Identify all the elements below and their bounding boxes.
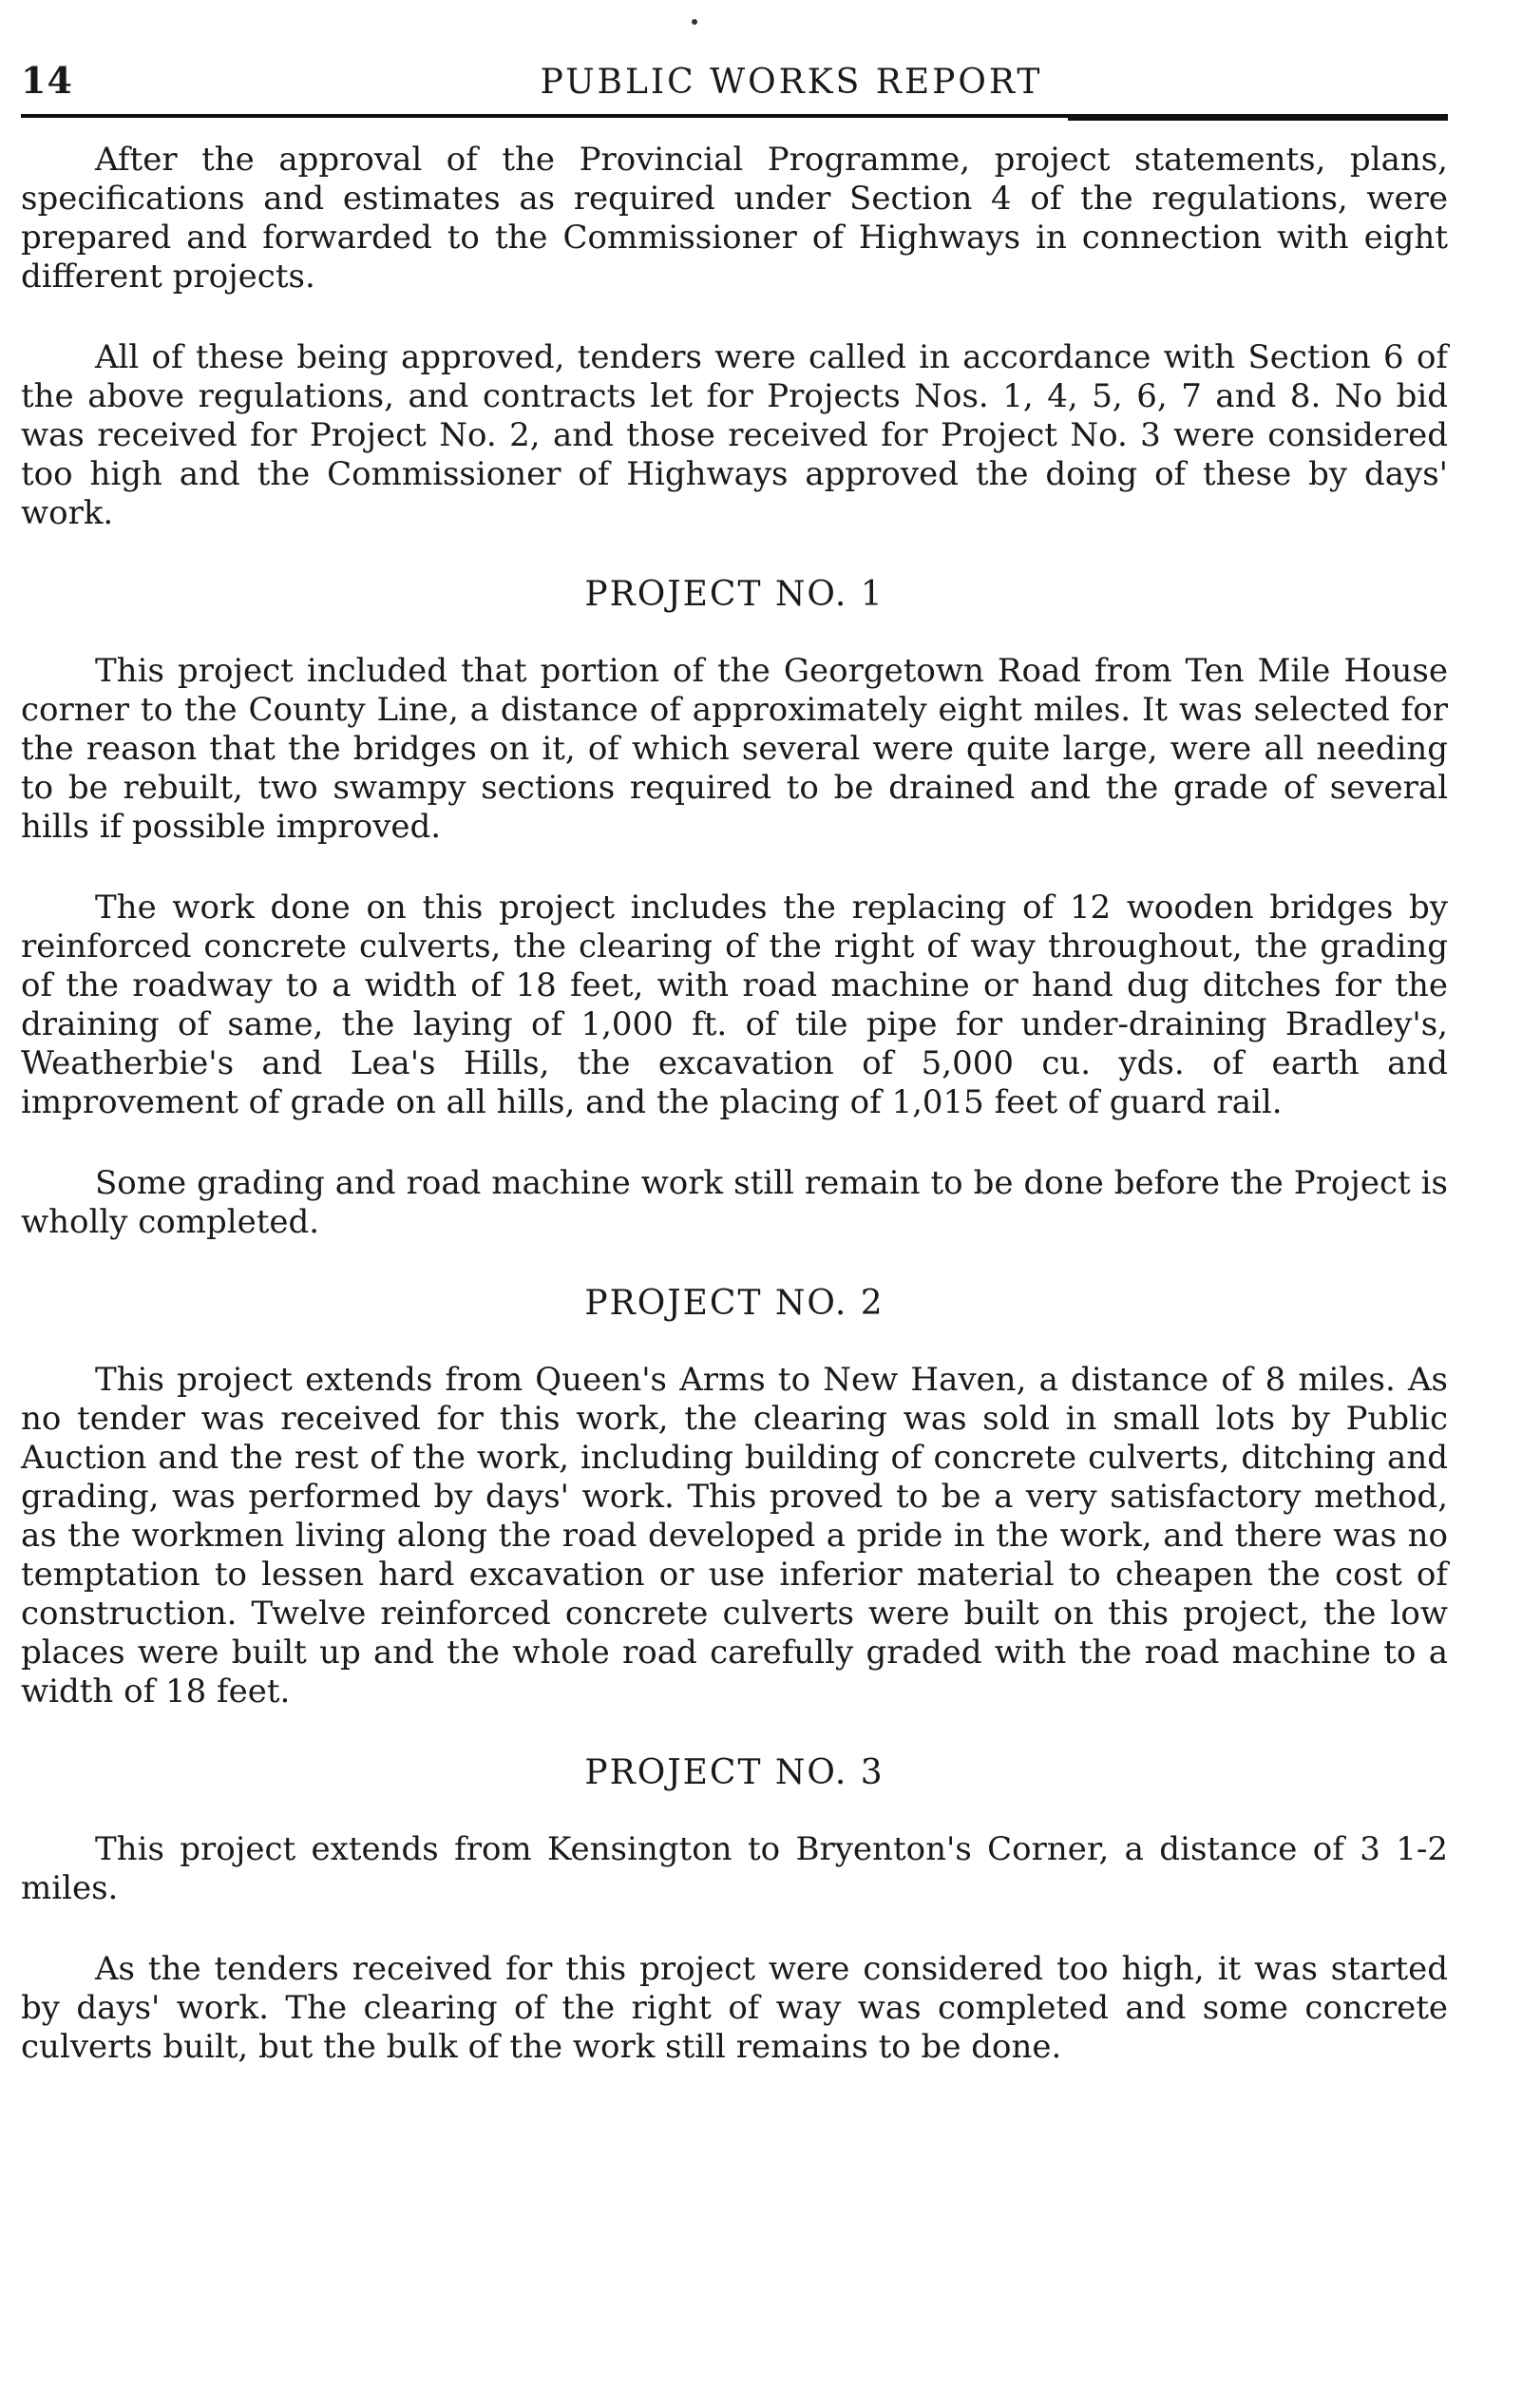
project-3-section [21, 1753, 1448, 2067]
project-1-paragraph-3: Some grading and road machine work still remain to be done before the Project is wholly completed. [21, 1164, 1448, 1241]
header-rule [21, 114, 1448, 118]
page-header [21, 53, 1448, 112]
print-speck [692, 19, 697, 25]
page-number: 14 [21, 59, 73, 102]
project-1-paragraph-1: This project included that portion of the Georgetown Road from Ten Mile House corner to the County Line, a distance of approximately eight miles. It was selected for the reason that the bridges on it, of which several were quite large, were all needing to be rebuilt, two swampy sections required to be drained and the grade of several hills if possible improved. [21, 652, 1448, 846]
running-title: PUBLIC WORKS REPORT [540, 63, 1043, 102]
intro-paragraph-2: All of these being approved, tenders were called in accordance with Section 6 of the above regulations, and contracts let for Projects Nos. 1, 4, 5, 6, 7 and 8. No bid was received for Project No. 2, and those received for Project No. 3 were considered too high and the Commissioner of Highways approved the doing of these by days' work. [21, 338, 1448, 532]
project-3-heading: PROJECT NO. 3 [584, 1753, 885, 1792]
project-1-section [21, 575, 1448, 1242]
project-1-heading: PROJECT NO. 1 [584, 575, 885, 614]
project-2-paragraph-1: This project extends from Queen's Arms to New Haven, a distance of 8 miles. As no tender was received for this work, the clearing was sold in small lots by Public Auction and the rest of the work, including building of concrete culverts, ditching and grading, was performed by days' work. This proved to be a very satisfactory method, as the workmen living along the road developed a pride in the work, and there was no temptation to lessen hard excavation or use inferior material to cheapen the cost of construction. Twelve reinforced concrete culverts were built on this project, the low places were built up and the whole road carefully graded with the road machine to a width of 18 feet. [21, 1361, 1448, 1710]
report-body [21, 141, 1448, 2067]
intro-paragraph-1: After the approval of the Provincial Programme, project statements, plans, specifications and estimates as required under Section 4 of the regulations, were prepared and forwarded to the Commissioner of Highways in connection with eight different projects. [21, 141, 1448, 296]
project-2-heading: PROJECT NO. 2 [584, 1284, 885, 1323]
project-3-paragraph-2: As the tenders received for this project were considered too high, it was started by days' work. The clearing of the right of way was completed and some concrete culverts built, but the bulk of the work still remains to be done. [21, 1950, 1448, 2066]
project-1-paragraph-2: The work done on this project includes the replacing of 12 wooden bridges by reinforced concrete culverts, the clearing of the right of way throughout, the grading of the roadway to a width of 18 feet, with road machine or hand dug ditches for the draining of same, the laying of 1,000 ft. of tile pipe for under-draining Bradley's, Weatherbie's and Lea's Hills, the excavation of 5,000 cu. yds. of earth and improvement of grade on all hills, and the placing of 1,015 feet of guard rail. [21, 889, 1448, 1121]
project-2-section [21, 1284, 1448, 1711]
project-3-paragraph-1: This project extends from Kensington to Bryenton's Corner, a distance of 3 1-2 miles. [21, 1830, 1448, 1907]
